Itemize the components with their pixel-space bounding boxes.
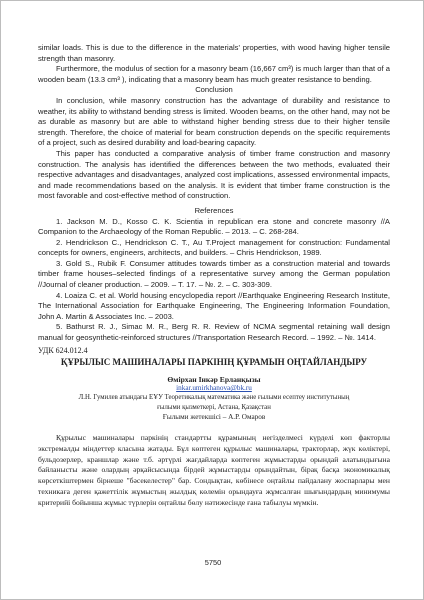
author-name: Өмірхан Інкәр Ерланқызы — [167, 375, 261, 384]
reference-item: 5. Bathurst R. J., Simac M. R., Berg R. R. Review of NCMA segmental retaining wall design manual for geosynthetic-reinforced structures //Transportation Research Record. – 1992. – №. 1414. — [38, 322, 390, 343]
continuation-section — [38, 43, 390, 344]
references-heading: References — [194, 205, 234, 215]
section-heading: Conclusion — [195, 85, 233, 95]
reference-item: 2. Hendrickson C., Hendrickson C. T., Au T.Project management for construction: Fundamental concepts for owners, engineers, architects, and builders. – Chris Hendrickson, 1989. — [38, 237, 390, 258]
reference-item: 3. Gold S., Rubik F. Consumer attitudes towards timber as a construction material and towards timber frame houses–selected findings of a representative survey among the German population //Journal of cleaner production. – 2009. – Т. 17. – №. 2. – С. 303-309. — [38, 258, 390, 290]
author-email-wrap — [38, 384, 390, 392]
reference-item: 1. Jackson M. D., Kosso C. K. Scientia in republican era stone and concrete masonry //A Companion to the Archaeology of the Roman Republic. – 2013. – С. 268-284. — [38, 216, 390, 237]
reference-item: 4. Loaiza C. et al. World housing encyclopedia report //Earthquake Engineering Research Institute, The International Association for Earthquake Engineering, The Engineering Information Foundation, John A. Martin & Associates Inc. – 2003. — [38, 290, 390, 321]
author-email-link[interactable]: inkar.umirkhanova@bk.ru — [176, 384, 252, 392]
paragraph: similar loads. This is due to the difference in the materials' properties, with wood having higher tensile strength than masonry. — [38, 43, 390, 63]
paragraph: In conclusion, while masonry construction has the advantage of durability and resistance to weather, its ability to withstand bending stress is limited. Wooden beams, on the other hand, may not be as durable as masonry but are able to withstand higher bending stress due to their higher tensile strength. Therefore, the choice of material for beam construction depends on the specific requirements of a project, such as desired durability and load-bearing capacity. — [38, 95, 390, 148]
affiliation — [38, 393, 390, 413]
affiliation-line: ғылыми қызметкері, Астана, Қазақстан — [157, 404, 271, 411]
abstract-text: Құрылыс машиналары паркінің стандартты құрамының негізделмесі күрделі көп факторлы экстремалды міндеттер класына жатады. Бұл көптеген құрылыс машиналары, тракторлар, жүк көліктері, бульдозерлер, краншлар және т.б. әртүрлі жағдайларда көптеген жұмыстарды орындай алатындығына байланысты және олардың әрқайсысында бірдей жұмыстарды орындайтын, бірақ басқа экономикалық көрсеткіштермен бірнеше "бәсекелестер" бар. Сондықтан, көбінесе оңтайлы пайдалану жоспарлары мен техникаға деген қажеттілік жұмыстың жылдық көлемін орындауға жұмсалған шығындардың минимумы критерийі бойынша жұмыс түрлерін оңтайлы бөлу нәтижесінде ғана табылуы мүмкін. — [38, 433, 390, 507]
supervisor: Ғылыми жетекшісі – А.Р. Омаров — [162, 413, 266, 421]
affiliation-line: Л.Н. Гумилев атындағы ЕҰУ Теоретикалық математика және ғылыми есептеу институтының — [78, 394, 350, 401]
abstract — [38, 433, 390, 509]
paragraph: This paper has conducted a comparative analysis of timber frame construction and masonry construction. The analysis has identified the differences between the two methods, evaluated their respective advantages and disadvantages, analyzed cost implications, assessed environmental impacts, and made recommendations based on the analysis. It is evident that timber frame construction is the most favorable and cost-effective method of construction. — [38, 148, 390, 201]
page-number: 5750 — [204, 558, 222, 567]
paragraph: Furthermore, the modulus of section for a masonry beam (16,667 cm³) is much larger than that of a wooden beam (13.3 cm³ ), indicating that a masonry beam has much greater resistance to bending. — [38, 64, 390, 84]
article-title: ҚҰРЫЛЫС МАШИНАЛАРЫ ПАРКІНІҢ ҚҰРАМЫН ОҢТАЙЛАНДЫРУ — [60, 357, 368, 367]
udk-code: УДК 624.012.4 — [38, 346, 88, 355]
